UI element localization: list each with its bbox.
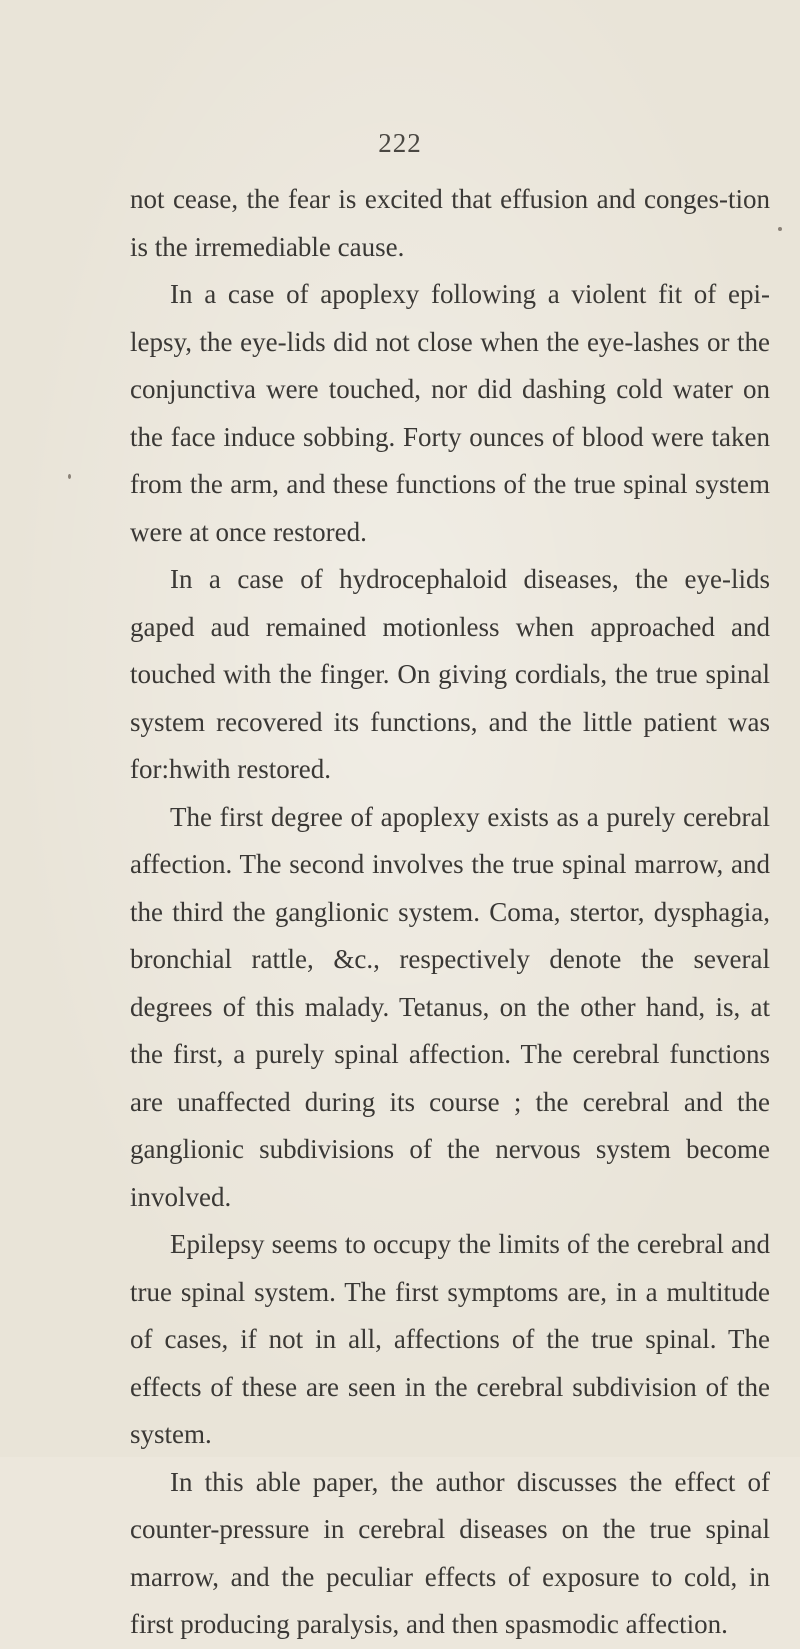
body-text — [130, 176, 770, 1649]
page-number: 222 — [378, 128, 422, 158]
paragraph: In a case of apoplexy following a violent fit of epi-lepsy, the eye-lids did not close when the eye-lashes or the conjunctiva were touched, nor did dashing cold water on the face induce sobbing. Forty ounces of blood were taken from the arm, and these functions of the true spinal system were at once restored. — [130, 279, 770, 547]
paragraph: In a case of hydrocephaloid diseases, the eye-lids gaped aud remained motionless when approached and touched with the finger. On giving cordials, the true spinal system recovered its functions, and the little patient was for:hwith restored. — [130, 564, 770, 784]
paragraph: not cease, the fear is excited that effusion and conges-tion is the irremediable cause. — [130, 184, 770, 262]
paragraph: In this able paper, the author discusses the effect of counter-pressure in cerebral diseases on the true spinal marrow, and the peculiar effects of exposure to cold, in first producing paralysis, and then spasmodic affection. — [130, 1466, 770, 1639]
print-speck — [778, 227, 782, 231]
print-speck — [68, 474, 71, 479]
paragraph: The first degree of apoplexy exists as a purely cerebral affection. The second involves the true spinal marrow, and the third the ganglionic system. Coma, stertor, dysphagia, bronchial rattle, &c., respectively denote the several degrees of this malady. Tetanus, on the other hand, is, at the first, a purely spinal affection. The cerebral functions are unaffected during its course ; the cerebral and the ganglionic subdivisions of the nervous system become involved. — [130, 801, 770, 1212]
paragraph: Epilepsy seems to occupy the limits of the cerebral and true spinal system. The first symptoms are, in a multitude of cases, if not in all, affections of the true spinal. The effects of these are seen in the cerebral subdivision of the system. — [130, 1229, 770, 1449]
